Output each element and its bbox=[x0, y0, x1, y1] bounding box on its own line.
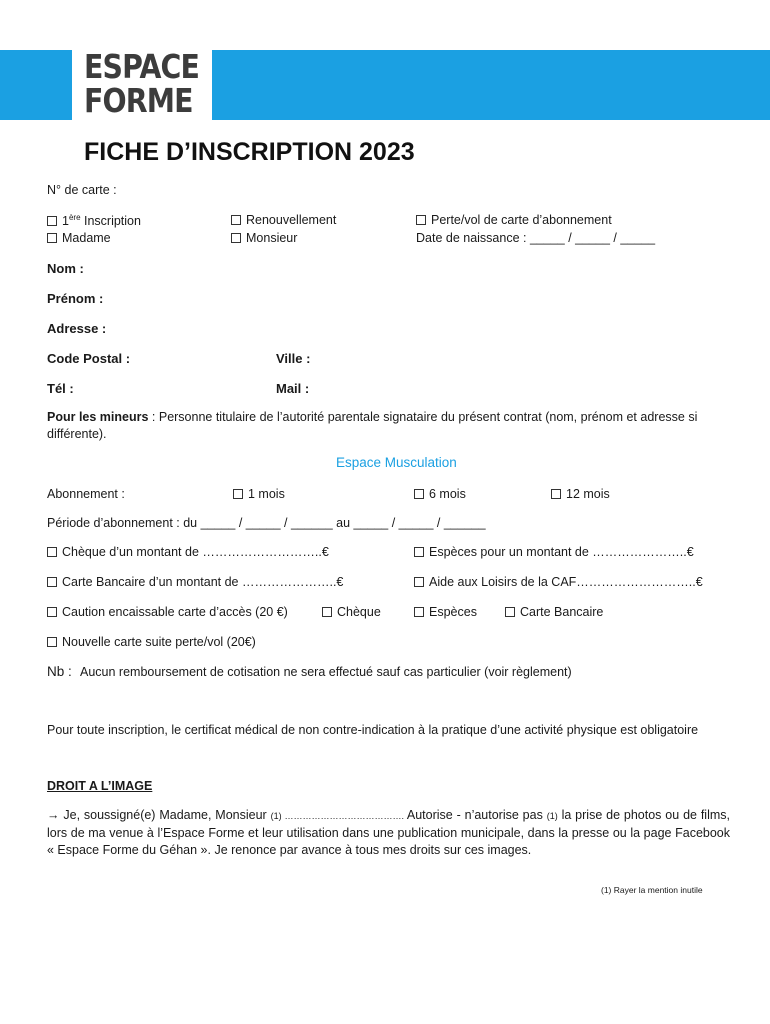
adresse-label: Adresse : bbox=[47, 321, 107, 336]
nom-label: Nom : bbox=[47, 261, 84, 276]
option-caf[interactable]: Aide aux Loisirs de la CAF………………………..€ bbox=[414, 575, 703, 589]
ville-label: Ville : bbox=[276, 351, 311, 366]
option-nouvelle-carte[interactable]: Nouvelle carte suite perte/vol (20€) bbox=[47, 635, 256, 649]
option-perte-vol[interactable]: Perte/vol de carte d’abonnement bbox=[416, 213, 612, 227]
option-cheque[interactable]: Chèque d’un montant de ………………………..€ bbox=[47, 545, 329, 559]
checkbox-icon[interactable] bbox=[414, 607, 424, 617]
checkbox-icon[interactable] bbox=[233, 489, 243, 499]
nb-label: Nb : bbox=[47, 664, 72, 679]
option-madame[interactable]: Madame bbox=[47, 231, 111, 245]
option-12-mois[interactable]: 12 mois bbox=[551, 487, 610, 501]
mail-label: Mail : bbox=[276, 381, 310, 396]
checkbox-icon[interactable] bbox=[47, 607, 57, 617]
option-renouvellement[interactable]: Renouvellement bbox=[231, 213, 336, 227]
birthdate-field[interactable]: Date de naissance : _____ / _____ / _____ bbox=[416, 231, 656, 245]
code-postal-label: Code Postal : bbox=[47, 351, 131, 366]
checkbox-icon[interactable] bbox=[505, 607, 515, 617]
image-rights-text: → Je, soussigné(e) Madame, Monsieur (1) …………………………………. Autorise - n’autorise pas (1) la prise de photos ou de films, lors de ma venue à l’Espace Forme et leur utilisation dans une publication municipale, dans la presse ou la page Facebook « Espace Forme du Géhan ». Je renonce par avance à tous mes droits sur ces images. bbox=[47, 808, 730, 857]
option-caution-cheque[interactable]: Chèque bbox=[322, 605, 381, 619]
checkbox-icon[interactable] bbox=[414, 547, 424, 557]
option-especes[interactable]: Espèces pour un montant de …………………..€ bbox=[414, 545, 694, 559]
logo bbox=[84, 47, 218, 120]
option-caution-especes[interactable]: Espèces bbox=[414, 605, 477, 619]
checkbox-icon[interactable] bbox=[414, 489, 424, 499]
checkbox-icon[interactable] bbox=[47, 637, 57, 647]
nb-text: Aucun remboursement de cotisation ne sera effectué sauf cas particulier (voir règlement) bbox=[80, 665, 572, 679]
checkbox-icon[interactable] bbox=[416, 215, 426, 225]
checkbox-icon[interactable] bbox=[231, 215, 241, 225]
footnote: (1) Rayer la mention inutile bbox=[601, 885, 703, 895]
option-caution-carte[interactable]: Carte Bancaire bbox=[505, 605, 603, 619]
card-number-label: N° de carte : bbox=[47, 183, 117, 197]
checkbox-icon[interactable] bbox=[322, 607, 332, 617]
image-rights-heading: DROIT A L’IMAGE bbox=[47, 779, 153, 793]
option-6-mois[interactable]: 6 mois bbox=[414, 487, 466, 501]
section-title-musculation: Espace Musculation bbox=[336, 455, 457, 470]
option-first-inscription[interactable]: 1ère Inscription bbox=[47, 213, 141, 228]
checkbox-icon[interactable] bbox=[551, 489, 561, 499]
prenom-label: Prénom : bbox=[47, 291, 104, 306]
option-carte-bancaire[interactable]: Carte Bancaire d’un montant de …………………..€ bbox=[47, 575, 343, 589]
option-caution[interactable]: Caution encaissable carte d’accès (20 €) bbox=[47, 605, 288, 619]
page-title: FICHE D’INSCRIPTION 2023 bbox=[84, 138, 415, 166]
checkbox-icon[interactable] bbox=[47, 547, 57, 557]
checkbox-icon[interactable] bbox=[414, 577, 424, 587]
period-field[interactable]: Période d’abonnement : du _____ / _____ / ______ au _____ / _____ / ______ bbox=[47, 516, 486, 530]
logo-line-1: ESPACE bbox=[84, 47, 200, 86]
logo-line-2: FORME bbox=[84, 81, 193, 120]
option-monsieur[interactable]: Monsieur bbox=[231, 231, 297, 245]
tel-label: Tél : bbox=[47, 381, 74, 396]
checkbox-icon[interactable] bbox=[231, 233, 241, 243]
checkbox-icon[interactable] bbox=[47, 577, 57, 587]
certificate-note: Pour toute inscription, le certificat médical de non contre-indication à la pratique d’une activité physique est obligatoire bbox=[47, 723, 699, 737]
subscription-label: Abonnement : bbox=[47, 487, 125, 501]
checkbox-icon[interactable] bbox=[47, 233, 57, 243]
minors-note: Pour les mineurs : Personne titulaire de l’autorité parentale signataire du présent contrat (nom, prénom et adresse si différente). bbox=[47, 410, 698, 441]
option-1-mois[interactable]: 1 mois bbox=[233, 487, 285, 501]
checkbox-icon[interactable] bbox=[47, 216, 57, 226]
